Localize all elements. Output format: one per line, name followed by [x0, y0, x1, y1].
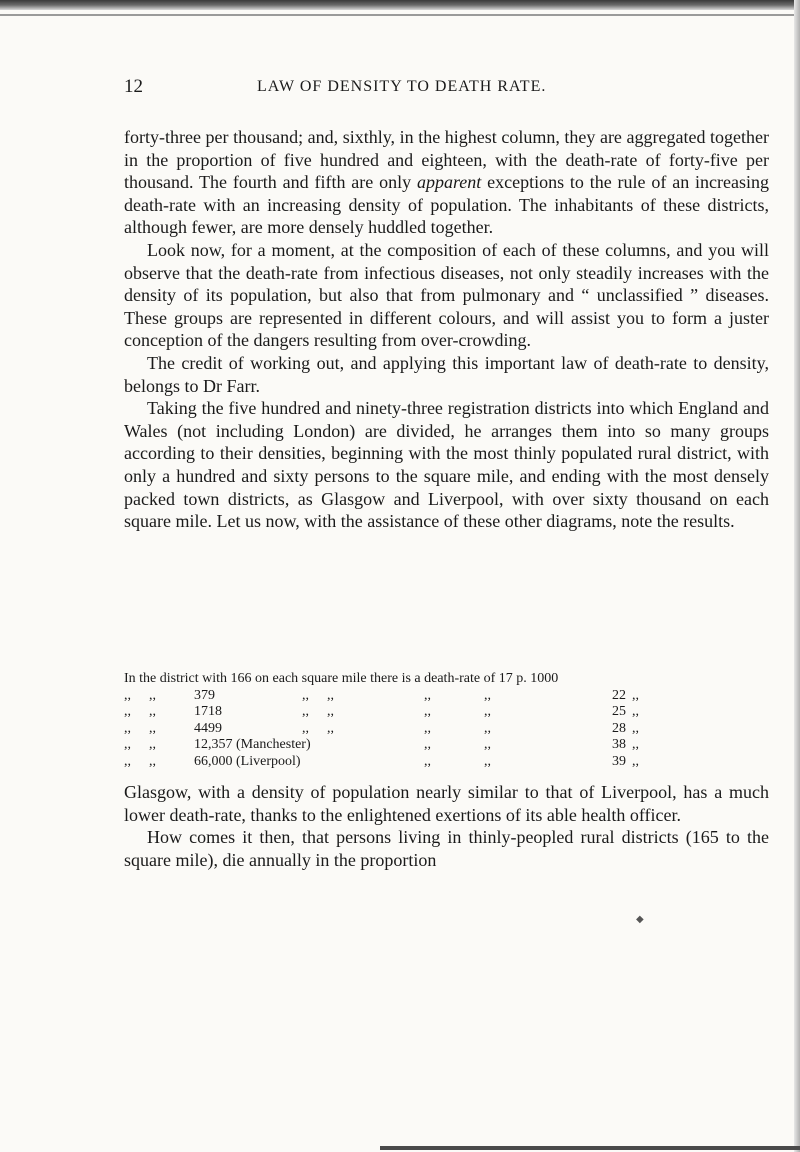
page-bottom-edge: [380, 1146, 800, 1150]
ditto-mark: ,,: [124, 720, 131, 736]
table-row: [124, 688, 784, 705]
page-top-edge: [0, 0, 800, 10]
ditto-mark: ,,: [302, 687, 309, 703]
ditto-mark: ,,: [327, 704, 334, 720]
paragraph-3: The credit of working out, and applying this important law of death-rate to density, belongs to Dr Farr.: [124, 352, 769, 396]
page-right-edge: [794, 0, 800, 1152]
ditto-mark: ,,: [484, 720, 491, 736]
table-row: [124, 754, 784, 771]
table-row: [124, 704, 784, 721]
ditto-mark: ,,: [124, 753, 131, 769]
table-row: [124, 721, 784, 738]
density-value: 4499: [194, 720, 222, 736]
ditto-mark: ,,: [124, 737, 131, 753]
table-first-row-text: In the district with 166 on each square mile there is a death-rate of 17 p. 1000: [124, 671, 559, 686]
table-row: [124, 737, 784, 754]
death-rate-value: 22: [612, 687, 626, 703]
ditto-mark: ,,: [424, 704, 431, 720]
ditto-mark: ,,: [327, 720, 334, 736]
ditto-mark: ,,: [484, 687, 491, 703]
ditto-mark: ,,: [632, 753, 639, 769]
ditto-mark: ,,: [302, 704, 309, 720]
body-text: [124, 126, 769, 533]
closing-text: [124, 781, 769, 871]
paragraph-5: Glasgow, with a density of population nearly similar to that of Liverpool, has a much lower death-rate, thanks to the enlightened exertions of its able health officer.: [124, 782, 769, 825]
death-rate-value: 25: [612, 704, 626, 720]
ditto-mark: ,,: [149, 687, 156, 703]
paragraph-4: Taking the five hundred and ninety-three registration districts into which England and Wales (not including London) are divided, he arranges them into so many groups according to their densities, beginning with the most thinly populated rural district, with only a hundred and sixty persons to the square mile, and ending with the most densely packed town districts, as Glasgow and Liverpool, with over sixty thousand on each square mile. Let us now, with the assistance of these other diagrams, note the results.: [124, 398, 769, 532]
emphasis-apparent: apparent: [416, 172, 482, 193]
ditto-mark: ,,: [124, 704, 131, 720]
ditto-mark: ,,: [632, 704, 639, 720]
ditto-mark: ,,: [424, 753, 431, 769]
ditto-mark: ,,: [424, 720, 431, 736]
density-value: 379: [194, 687, 215, 703]
page-number: 12: [124, 76, 143, 97]
table-row: [124, 671, 784, 688]
death-rate-value: 38: [612, 737, 626, 753]
ditto-mark: ,,: [484, 704, 491, 720]
density-value: 66,000 (Liverpool): [194, 753, 301, 769]
ditto-mark: ,,: [424, 737, 431, 753]
ditto-mark: ,,: [632, 687, 639, 703]
death-rate-value: 28: [612, 720, 626, 736]
ditto-mark: ,,: [327, 687, 334, 703]
ditto-mark: ,,: [149, 704, 156, 720]
ditto-mark: ,,: [632, 720, 639, 736]
paragraph-2: Look now, for a moment, at the composition of each of these columns, and you will observe that the death-rate from infectious diseases, not only steadily increases with the density of its population, but also that from pulmonary and “ unclassified ” diseases. These groups are represented in different colours, and will assist you to form a juster conception of the dangers resulting from over-crowding.: [124, 239, 769, 351]
ditto-mark: ,,: [149, 737, 156, 753]
running-head-title: LAW OF DENSITY TO DEATH RATE.: [257, 78, 547, 95]
ditto-mark: ,,: [632, 737, 639, 753]
ditto-mark: ,,: [484, 737, 491, 753]
ditto-mark: ,,: [302, 720, 309, 736]
death-rate-value: 39: [612, 753, 626, 769]
ditto-mark: ,,: [424, 687, 431, 703]
running-head: [124, 76, 724, 100]
ditto-mark: ,,: [484, 753, 491, 769]
paragraph-6: How comes it then, that persons living in thinly-peopled rural districts (165 to the square mile), die annually in the proportion: [124, 827, 769, 870]
ditto-mark: ,,: [124, 687, 131, 703]
density-value: 12,357 (Manchester): [194, 737, 311, 753]
ditto-mark: ,,: [149, 753, 156, 769]
ditto-mark: ,,: [149, 720, 156, 736]
page-top-rule: [0, 14, 800, 16]
ornament-mark: ◆: [636, 914, 644, 925]
density-death-rate-table: [124, 671, 784, 771]
paragraph-1: forty-three per thousand; and, sixthly, in the highest column, they are aggregated together in the proportion of five hundred and eighteen, with the death-rate of forty-five per thousand. The fourth and fifth are only apparent exceptions to the rule of an increasing death-rate with an increasing density of population. The inhabitants of these districts, although fewer, are more densely huddled together.: [124, 127, 769, 238]
density-value: 1718: [194, 704, 222, 720]
